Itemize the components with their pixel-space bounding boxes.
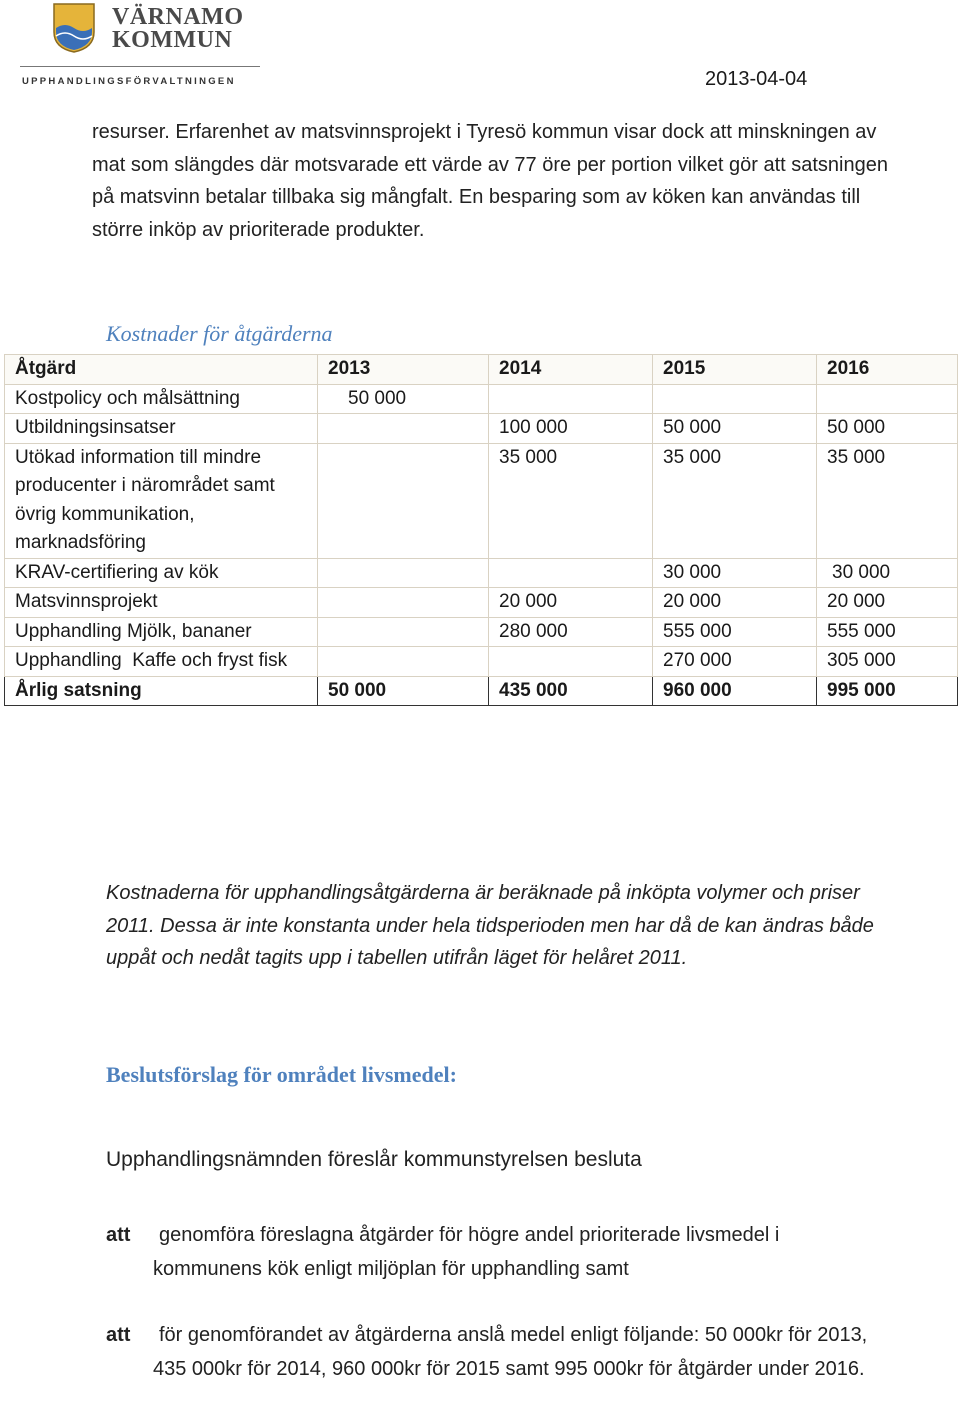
cost-table-body xyxy=(5,355,958,706)
table-cell: Matsvinnsprojekt xyxy=(5,588,318,618)
table-cell: Upphandling Mjölk, bananer xyxy=(5,617,318,647)
section-heading: Beslutsförslag för området livsmedel: xyxy=(106,1062,457,1087)
table-cell xyxy=(318,558,489,588)
table-cell: 20 000 xyxy=(653,588,817,618)
table-cell: 270 000 xyxy=(653,647,817,677)
header-cell: 2016 xyxy=(817,355,958,385)
table-cell: Upphandling Kaffe och fryst fisk xyxy=(5,647,318,677)
proposal-item-text: för genomförandet av åtgärderna anslå medel enligt följande: 50 000kr för 2013, 435 000kr för 2014, 960 000kr för 2015 samt 995 000kr för åtgärder under 2016. xyxy=(153,1324,868,1380)
table-cell xyxy=(653,384,817,414)
proposal-item-lead: att xyxy=(106,1324,131,1346)
table-row xyxy=(5,443,958,558)
table-cell: 280 000 xyxy=(489,617,653,647)
table-total-row xyxy=(5,676,958,706)
table-cell xyxy=(318,647,489,677)
header-cell: 2015 xyxy=(653,355,817,385)
table-row xyxy=(5,558,958,588)
table-cell: 35 000 xyxy=(653,443,817,558)
logo-name-line1: VÄRNAMO xyxy=(112,4,244,30)
header-cell: 2014 xyxy=(489,355,653,385)
table-cell: 35 000 xyxy=(817,443,958,558)
proposal-item-text: genomföra föreslagna åtgärder för högre andel prioriterade livsmedel i kommunens kök enligt miljöplan för upphandling samt xyxy=(153,1224,780,1280)
table-row xyxy=(5,617,958,647)
table-cell: 20 000 xyxy=(817,588,958,618)
varnamo-kommun-logo xyxy=(18,0,263,92)
proposal-item-lead: att xyxy=(106,1224,131,1246)
table-row xyxy=(5,414,958,444)
table-cell: Kostpolicy och målsättning xyxy=(5,384,318,414)
intro-paragraph xyxy=(92,116,912,246)
table-cell: 35 000 xyxy=(489,443,653,558)
table-cell xyxy=(318,588,489,618)
proposal-item xyxy=(106,1219,886,1286)
table-cell: Utökad information till mindre producenter i närområdet samt övrig kommunikation, marknadsföring xyxy=(5,443,318,558)
table-cell: 305 000 xyxy=(817,647,958,677)
table-cell: 30 000 xyxy=(817,558,958,588)
table-row xyxy=(5,588,958,618)
table-cell xyxy=(817,384,958,414)
header-cell: Åtgärd xyxy=(5,355,318,385)
logo-name-line2: KOMMUN xyxy=(112,27,233,53)
table-cell xyxy=(489,558,653,588)
table-cell: 555 000 xyxy=(653,617,817,647)
table-header-row xyxy=(5,355,958,385)
cost-table xyxy=(4,354,958,706)
logo-divider xyxy=(20,66,260,67)
proposal-item xyxy=(106,1319,886,1386)
table-cell: Utbildningsinsatser xyxy=(5,414,318,444)
table-cell: 100 000 xyxy=(489,414,653,444)
table-title: Kostnader för åtgärderna xyxy=(106,321,333,346)
coat-of-arms-icon xyxy=(52,2,96,54)
table-cell xyxy=(318,414,489,444)
total-cell: Årlig satsning xyxy=(5,676,318,706)
department-name: UPPHANDLINGSFÖRVALTNINGEN xyxy=(22,76,236,87)
table-cell: 30 000 xyxy=(653,558,817,588)
total-cell: 960 000 xyxy=(653,676,817,706)
cost-note: Kostnaderna för upphandlingsåtgärderna är beräknade på inköpta volymer och priser 2011. Dessa är inte konstanta under hela tidsperioden men har då de kan ändras både uppåt och nedåt tagits upp i tabellen utifrån läget för helåret 2011. xyxy=(106,882,874,969)
proposal-intro: Upphandlingsnämnden föreslår kommunstyrelsen besluta xyxy=(106,1148,642,1171)
table-cell: 50 000 xyxy=(653,414,817,444)
total-cell: 995 000 xyxy=(817,676,958,706)
table-row xyxy=(5,384,958,414)
table-cell: 50 000 xyxy=(318,384,489,414)
document-date: 2013-04-04 xyxy=(705,68,808,90)
table-cell xyxy=(318,443,489,558)
header-cell: 2013 xyxy=(318,355,489,385)
table-cell xyxy=(489,384,653,414)
table-cell: 50 000 xyxy=(817,414,958,444)
table-cell: KRAV-certifiering av kök xyxy=(5,558,318,588)
total-cell: 435 000 xyxy=(489,676,653,706)
intro-text: resurser. Erfarenhet av matsvinnsprojekt i Tyresö kommun visar dock att minskningen av mat som slängdes där motsvarade ett värde av 77 öre per portion vilket gör att satsningen på matsvinn betalar tillbaka sig mångfalt. En besparing som av köken kan användas till större inköp av prioriterade produkter. xyxy=(92,121,888,241)
table-cell: 555 000 xyxy=(817,617,958,647)
table-cell xyxy=(489,647,653,677)
table-cell xyxy=(318,617,489,647)
table-cell: 20 000 xyxy=(489,588,653,618)
table-row xyxy=(5,647,958,677)
total-cell: 50 000 xyxy=(318,676,489,706)
